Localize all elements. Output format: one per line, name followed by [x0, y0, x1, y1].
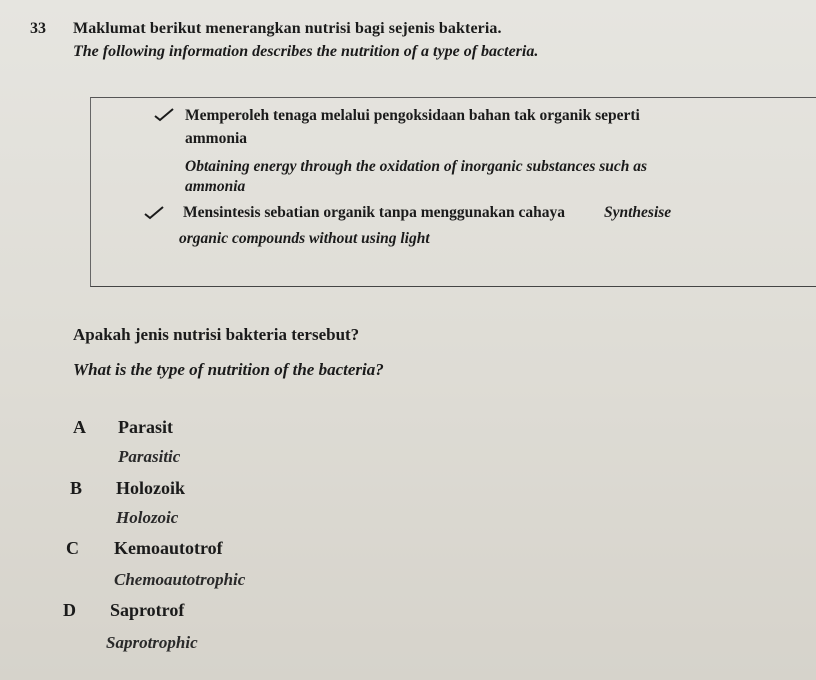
- check-icon: [153, 108, 175, 122]
- option-b-malay: Holozoik: [116, 478, 186, 498]
- question-number: 33: [30, 20, 46, 37]
- prompt-malay: Apakah jenis nutrisi bakteria tersebut?: [73, 325, 360, 344]
- info-item1-english-line1: Obtaining energy through the oxidation of inorganic substances such as: [185, 158, 648, 175]
- info-item2-english-line1: Synthesise: [604, 204, 672, 221]
- question-stem-malay: Maklumat berikut menerangkan nutrisi bagi sejenis bakteria.: [73, 20, 502, 37]
- option-c-letter: C: [66, 538, 79, 558]
- check-icon: [143, 206, 165, 220]
- info-box: [90, 97, 816, 287]
- option-d-malay: Saprotrof: [110, 600, 185, 620]
- prompt-english: What is the type of nutrition of the bacteria?: [73, 360, 384, 379]
- info-item1-english-line2: ammonia: [185, 178, 246, 195]
- option-b-english: Holozoic: [116, 508, 179, 527]
- question-stem-english: The following information describes the nutrition of a type of bacteria.: [73, 43, 539, 60]
- info-item1-malay-line2: ammonia: [185, 130, 247, 147]
- option-a-malay: Parasit: [118, 417, 173, 437]
- info-item1-malay-line1: Memperoleh tenaga melalui pengoksidaan bahan tak organik seperti: [185, 107, 640, 124]
- info-item2-malay: Mensintesis sebatian organik tanpa menggunakan cahaya: [183, 204, 565, 221]
- option-c-malay: Kemoautotrof: [114, 538, 223, 558]
- option-d-english: Saprotrophic: [106, 633, 198, 652]
- info-item2-english-line2: organic compounds without using light: [179, 230, 430, 247]
- option-d-letter: D: [63, 600, 76, 620]
- option-a-letter: A: [73, 417, 86, 437]
- option-a-english: Parasitic: [118, 447, 181, 466]
- option-b-letter: B: [70, 478, 83, 498]
- option-c-english: Chemoautotrophic: [114, 570, 246, 589]
